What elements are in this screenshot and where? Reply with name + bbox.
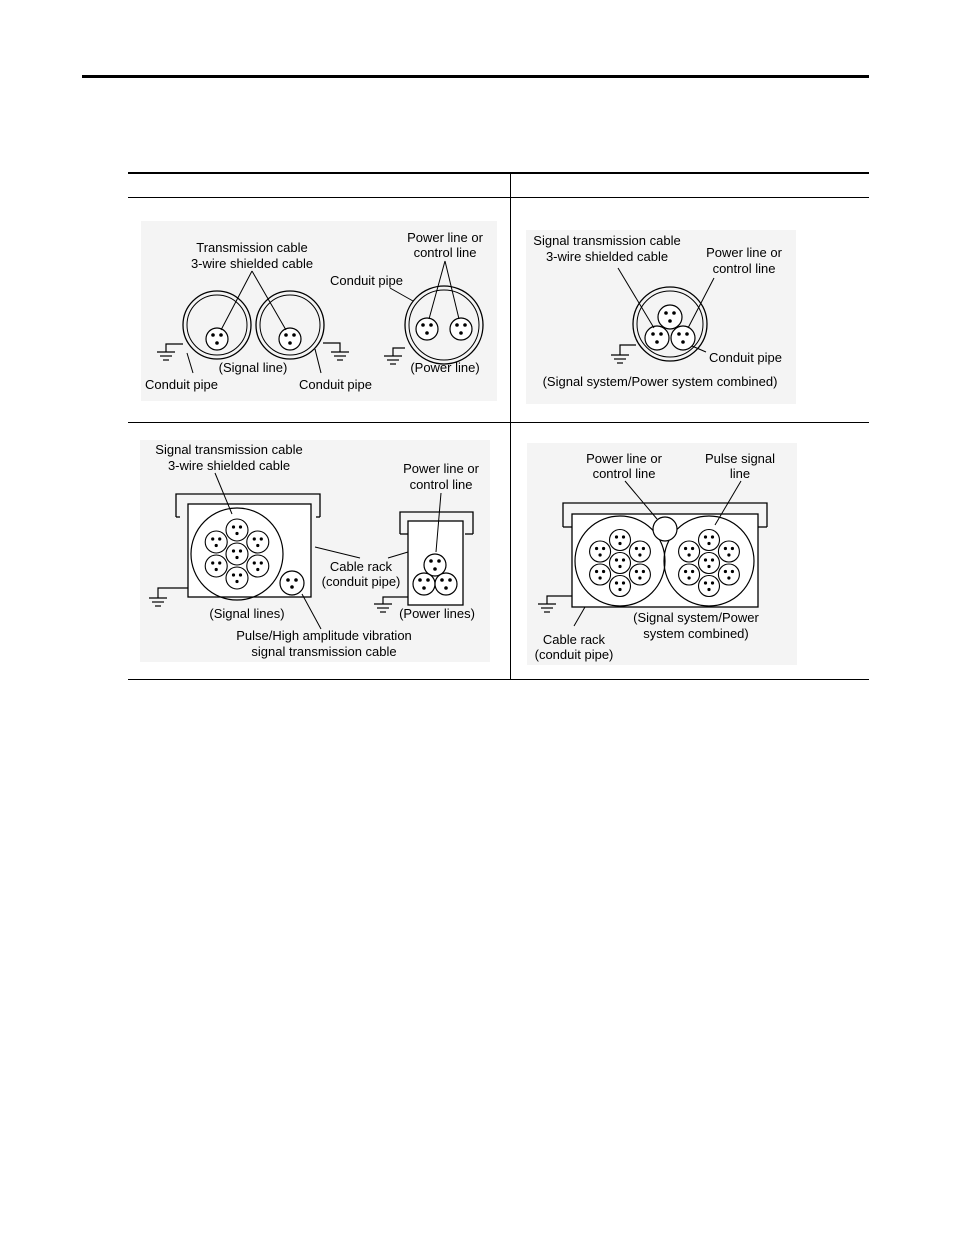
- signal-cable-label: Signal transmission cable: [533, 233, 681, 248]
- shielded-cable: [226, 567, 248, 589]
- pulse-signal-label: Pulse signal: [704, 451, 776, 466]
- shielded-cable: [610, 553, 631, 574]
- shielded-cable: [699, 576, 720, 597]
- shielded-cable: [699, 530, 720, 551]
- power-control-label-2: control line: [413, 245, 477, 260]
- signal-lines-label: (Signal lines): [209, 606, 285, 621]
- shielded-cable: [226, 519, 248, 541]
- transmission-cable-label-2: 3-wire shielded cable: [190, 256, 314, 271]
- conduit-pipe-left-label: Conduit pipe: [145, 377, 218, 392]
- power-line-label: (Power line): [410, 360, 480, 375]
- power-control-label-2: control line: [592, 466, 656, 481]
- shielded-cable: [699, 553, 720, 574]
- table-top-rule: [128, 172, 869, 174]
- shielded-cable: [679, 564, 700, 585]
- shielded-cable: [610, 576, 631, 597]
- shielded-cable: [610, 530, 631, 551]
- shielded-cable: [247, 555, 269, 577]
- table-column-divider: [510, 172, 511, 680]
- pulse-cable: [280, 571, 304, 595]
- shielded-cable: [629, 541, 650, 562]
- separate-rack-diagram: [140, 440, 490, 662]
- power-cable-rack: [400, 512, 473, 605]
- power-lines-label: (Power lines): [399, 606, 475, 621]
- shielded-cable: [629, 564, 650, 585]
- signal-cable-label-2: 3-wire shielded cable: [167, 458, 291, 473]
- combined-conduit-diagram: [526, 230, 796, 404]
- combined-rack-diagram: [527, 443, 797, 665]
- shielded-cable: [590, 541, 611, 562]
- power-control-label: Power line or: [403, 461, 479, 476]
- shielded-cable: [718, 541, 739, 562]
- signal-cable-label: Signal transmission cable: [155, 442, 303, 457]
- power-control-label-2: control line: [712, 261, 776, 276]
- shielded-cable: [718, 564, 739, 585]
- table-row-rule: [128, 422, 869, 423]
- signal-line-label: (Signal line): [218, 360, 288, 375]
- shielded-cable: [205, 555, 227, 577]
- conduit-pipe-label: Conduit pipe: [709, 350, 782, 365]
- shielded-cable: [679, 541, 700, 562]
- power-control-label: Power line or: [706, 245, 782, 260]
- combined-caption: (Signal system/Power system combined): [542, 374, 778, 389]
- cable-rack-label: Cable rack: [329, 559, 393, 574]
- shielded-cable: [226, 543, 248, 565]
- power-control-label-2: control line: [409, 477, 473, 492]
- cable-rack-label-2: (conduit pipe): [321, 574, 401, 589]
- table-header-rule: [128, 197, 869, 198]
- power-control-label: Power line or: [407, 230, 483, 245]
- combined-caption: (Signal system/Power: [633, 610, 759, 625]
- separate-conduit-diagram: [141, 221, 497, 401]
- shielded-cable: [247, 531, 269, 553]
- combined-caption-2: system combined): [643, 626, 749, 641]
- shielded-cable: [590, 564, 611, 585]
- conduit-pipe-top-label: Conduit pipe: [330, 273, 403, 288]
- shielded-cable: [205, 531, 227, 553]
- pulse-cable-label: Pulse/High amplitude vibration: [236, 628, 412, 643]
- pulse-signal-label-2: line: [729, 466, 751, 481]
- cable-rack-label-2: (conduit pipe): [534, 647, 614, 662]
- pulse-cable-label-2: signal transmission cable: [251, 644, 397, 659]
- table-bottom-rule: [128, 679, 869, 680]
- signal-cable-label-2: 3-wire shielded cable: [545, 249, 669, 264]
- cable-rack-label: Cable rack: [542, 632, 606, 647]
- page-header-rule: [82, 75, 869, 78]
- conduit-pipe-right-label: Conduit pipe: [299, 377, 372, 392]
- power-control-label: Power line or: [586, 451, 662, 466]
- transmission-cable-label: Transmission cable: [196, 240, 308, 255]
